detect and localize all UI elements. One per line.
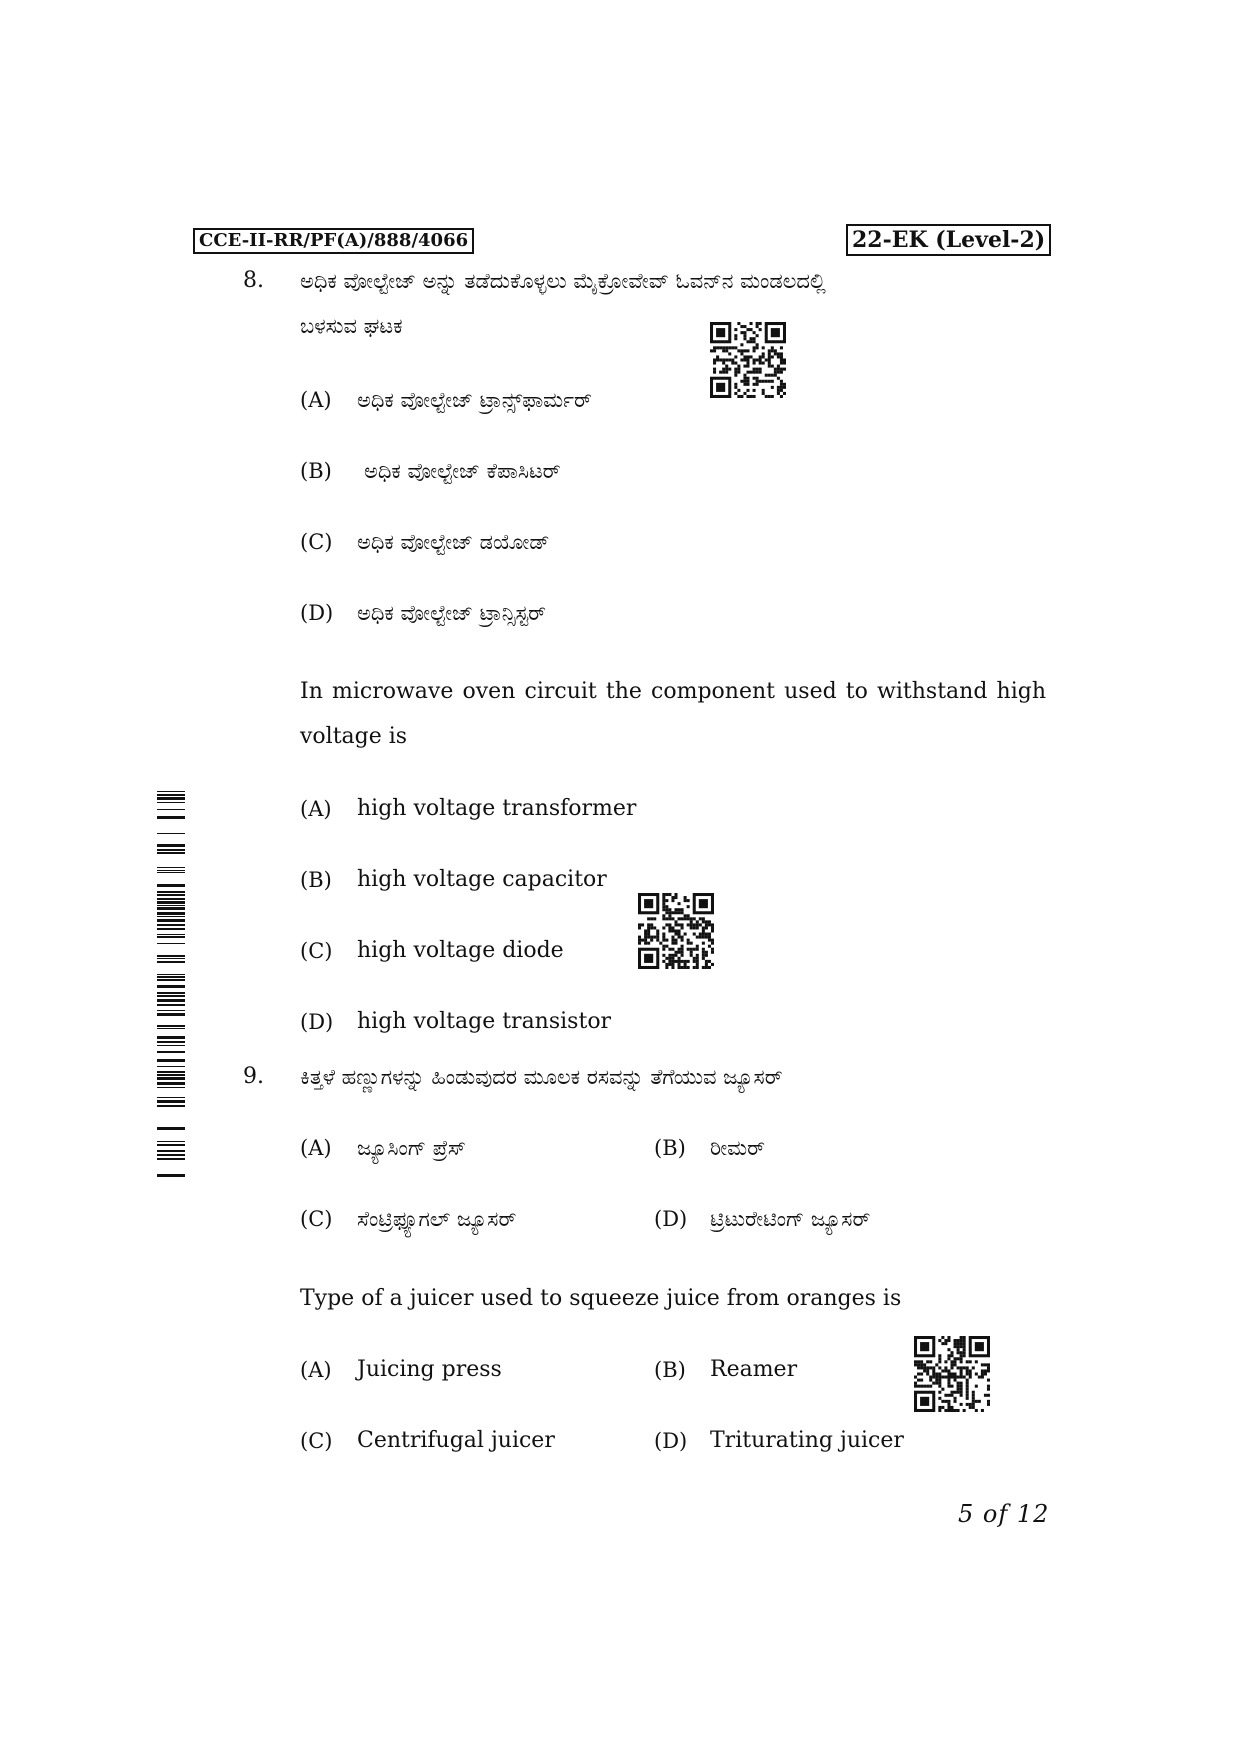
option-label: (C)	[300, 939, 333, 963]
question-text-english: Type of a juicer used to squeeze juice from oranges is	[300, 1286, 902, 1311]
option-label: (D)	[300, 1010, 334, 1034]
option-text-kannada: ಅಧಿಕ ವೋಲ್ಟೇಜ್ ಟ್ರಾನ್ಸ್‌ಫಾರ್ಮರ್	[357, 388, 592, 412]
option-text-english: high voltage transistor	[357, 1009, 612, 1034]
option-text-kannada: ಅಧಿಕ ವೋಲ್ಟೇಜ್ ಕೆಪಾಸಿಟರ್	[364, 459, 561, 483]
option-label: (A)	[300, 1358, 332, 1382]
question-number: 9.	[243, 1064, 264, 1089]
barcode-icon	[157, 788, 185, 1178]
question-text-kannada: ಕಿತ್ತಳೆ ಹಣ್ಣುಗಳನ್ನು ಹಿಂಡುವುದರ ಮೂಲಕ ರಸವನ್ನು ತೆಗೆಯುವ ಜ್ಯೂಸರ್	[300, 1065, 783, 1089]
option-text-kannada: ಜ್ಯೂಸಿಂಗ್ ಪ್ರೆಸ್	[357, 1136, 466, 1160]
option-text-kannada: ರೀಮರ್	[710, 1136, 766, 1160]
option-text-kannada: ಟ್ರಿಟುರೇಟಿಂಗ್ ಜ್ಯೂಸರ್	[710, 1207, 871, 1231]
option-label: (B)	[654, 1136, 686, 1160]
option-label: (A)	[300, 797, 332, 821]
option-label: (B)	[654, 1358, 686, 1382]
question-text-english: voltage is	[300, 724, 408, 749]
paper-code: CCE-II-RR/PF(A)/888/4066	[193, 228, 474, 254]
option-text-english: high voltage diode	[357, 938, 564, 963]
page-number: 5 of 12	[958, 1500, 1050, 1528]
option-text-english: Reamer	[710, 1357, 798, 1382]
option-label: (A)	[300, 388, 332, 412]
question-number: 8.	[243, 268, 264, 293]
option-label: (C)	[300, 1207, 333, 1231]
option-text-kannada: ಅಧಿಕ ವೋಲ್ಟೇಜ್ ಟ್ರಾನ್ಸಿಸ್ಟರ್	[357, 601, 547, 625]
option-label: (C)	[300, 1429, 333, 1453]
qr-code-icon	[710, 322, 786, 398]
option-label: (A)	[300, 1136, 332, 1160]
option-label: (B)	[300, 459, 332, 483]
option-text-english: Triturating juicer	[710, 1428, 904, 1453]
option-label: (B)	[300, 868, 332, 892]
option-label: (C)	[300, 530, 333, 554]
qr-code-icon	[914, 1336, 990, 1412]
option-label: (D)	[300, 601, 334, 625]
question-text-kannada: ಅಧಿಕ ವೋಲ್ಟೇಜ್ ಅನ್ನು ತಡೆದುಕೊಳ್ಳಲು ಮೈಕ್ರೋವೇವ್ ಓವನ್‌ನ ಮಂಡಲದಲ್ಲಿ	[300, 269, 826, 293]
question-text-kannada: ಬಳಸುವ ಘಟಕ	[300, 314, 403, 338]
option-text-english: high voltage transformer	[357, 796, 637, 821]
question-text-english: In microwave oven circuit the component used to withstand high	[300, 679, 1046, 704]
level-code: 22-EK (Level-2)	[846, 224, 1051, 256]
option-label: (D)	[654, 1207, 688, 1231]
option-text-kannada: ಸೆಂಟ್ರಿಫ್ಯೂಗಲ್ ಜ್ಯೂಸರ್	[357, 1207, 517, 1231]
option-text-kannada: ಅಧಿಕ ವೋಲ್ಟೇಜ್ ಡಯೋಡ್	[357, 530, 550, 554]
option-text-english: Centrifugal juicer	[357, 1428, 555, 1453]
option-text-english: Juicing press	[357, 1357, 502, 1382]
option-text-english: high voltage capacitor	[357, 867, 607, 892]
option-label: (D)	[654, 1429, 688, 1453]
qr-code-icon	[638, 893, 714, 969]
